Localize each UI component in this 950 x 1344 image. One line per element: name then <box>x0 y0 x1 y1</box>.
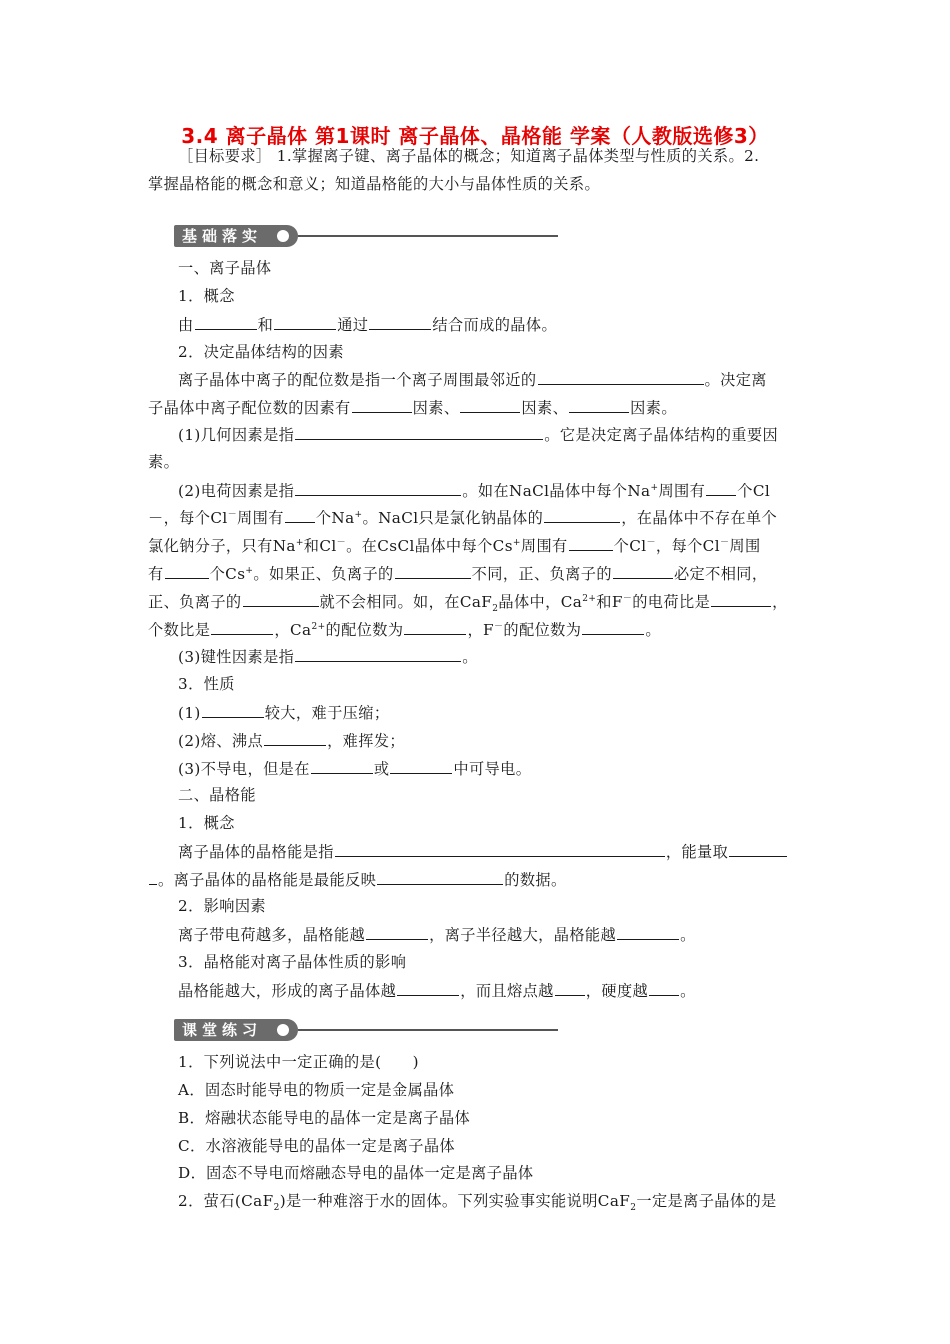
property-1: (1) 较大，难于压缩； <box>178 704 390 722</box>
answer-blank[interactable] <box>460 397 520 413</box>
coordination-line-1: 离子晶体中离子的配位数是指一个离子周围最邻近的 。决定离 <box>178 371 767 389</box>
section-label: 基础落实 <box>174 225 298 247</box>
answer-blank[interactable] <box>377 869 503 885</box>
answer-blank[interactable] <box>295 480 461 496</box>
charge-factor-line-1: (2)电荷因素是指 。如在NaCl晶体中每个Na+周围有 个Cl <box>178 482 771 500</box>
answer-blank[interactable] <box>335 841 665 857</box>
charge-factor-line-4: 有 个Cs+。如果正、负离子的 不同，正、负离子的 必定不相同， <box>148 565 768 583</box>
answer-blank[interactable] <box>538 369 704 385</box>
objectives-line-1: ［目标要求］ 1.掌握离子键、离子晶体的概念；知道离子晶体类型与性质的关系。2. <box>178 147 760 165</box>
section-label: 课堂练习 <box>174 1019 298 1041</box>
heading-lattice-energy: 二、晶格能 <box>178 786 256 804</box>
answer-blank[interactable] <box>285 507 315 523</box>
answer-blank[interactable] <box>569 397 629 413</box>
question-1-option-a[interactable]: A．固态时能导电的物质一定是金属晶体 <box>178 1081 455 1099</box>
geometric-factor-line-2: 素。 <box>148 453 180 471</box>
bond-factor-line: (3)键性因素是指 。 <box>178 648 478 666</box>
section-header-basics <box>174 225 558 247</box>
question-1: 1．下列说法中一定正确的是( ) <box>178 1053 419 1071</box>
lattice-concept-line-2: 。离子晶体的晶格能是最能反映 的数据。 <box>148 869 813 890</box>
answer-blank[interactable] <box>195 314 257 330</box>
bullet-dot-icon <box>277 230 289 242</box>
answer-blank[interactable] <box>706 480 736 496</box>
answer-blank[interactable] <box>544 507 620 523</box>
answer-blank[interactable] <box>613 563 673 579</box>
answer-blank[interactable] <box>395 563 471 579</box>
subheading-factors: 2．决定晶体结构的因素 <box>178 343 344 361</box>
charge-factor-line-2: －，每个Cl－周围有 个Na+。NaCl只是氯化钠晶体的 ，在晶体中不存在单个 <box>148 509 778 527</box>
effect-line: 晶格能越大，形成的离子晶体越 ，而且熔点越 ，硬度越 。 <box>178 982 696 1000</box>
subheading-lattice-concept: 1．概念 <box>178 814 235 832</box>
section-divider <box>298 1029 558 1031</box>
concept-line: 由 和 通过 结合而成的晶体。 <box>178 316 558 334</box>
answer-blank[interactable] <box>352 397 412 413</box>
property-3: (3)不导电，但是在 或 中可导电。 <box>178 760 532 778</box>
answer-blank[interactable] <box>165 563 209 579</box>
question-2: 2．萤石(CaF$_2$)是一种难溶于水的固体。下列实验事实能说明CaF$_2$一定是离子晶体的是 <box>178 1192 777 1214</box>
lattice-concept-line-1: 离子晶体的晶格能是指 ，能量取 <box>178 841 843 862</box>
answer-blank[interactable] <box>555 980 585 996</box>
answer-blank[interactable] <box>569 535 613 551</box>
answer-blank[interactable] <box>649 980 679 996</box>
answer-blank[interactable] <box>295 646 461 662</box>
answer-blank[interactable] <box>295 424 543 440</box>
question-1-option-d[interactable]: D．固态不导电而熔融态导电的晶体一定是离子晶体 <box>178 1164 534 1182</box>
geometric-factor-line: (1)几何因素是指 。它是决定离子晶体结构的重要因 <box>178 426 779 444</box>
answer-blank[interactable] <box>711 591 771 607</box>
answer-blank[interactable] <box>311 758 373 774</box>
section-header-practice <box>174 1019 558 1041</box>
answer-blank[interactable] <box>404 619 466 635</box>
section-divider <box>298 235 558 237</box>
answer-blank[interactable] <box>582 619 644 635</box>
answer-blank[interactable] <box>149 869 157 885</box>
answer-blank[interactable] <box>211 619 273 635</box>
question-1-option-c[interactable]: C．水溶液能导电的晶体一定是离子晶体 <box>178 1137 456 1155</box>
page-title: 3.4 离子晶体 第1课时 离子晶体、晶格能 学案（人教版选修3） <box>181 124 769 148</box>
charge-factor-line-6: 个数比是 ，$Ca^{2+}$的配位数为 ，F－的配位数为 。 <box>148 621 661 639</box>
charge-factor-line-5: 正、负离子的 就不会相同。如，在CaF$_2$晶体中，$Ca^{2+}$和F－的电荷比是 ， <box>148 593 788 615</box>
subheading-properties: 3．性质 <box>178 675 235 693</box>
coordination-line-2: 子晶体中离子配位数的因素有 因素、 因素、 因素。 <box>148 399 677 417</box>
answer-blank[interactable] <box>729 841 787 857</box>
subheading-effect: 3．晶格能对离子晶体性质的影响 <box>178 953 407 971</box>
property-2: (2)熔、沸点 ，难挥发； <box>178 732 406 750</box>
subheading-influence: 2．影响因素 <box>178 897 267 915</box>
answer-blank[interactable] <box>390 758 452 774</box>
answer-blank[interactable] <box>202 702 264 718</box>
subheading-concept: 1．概念 <box>178 287 235 305</box>
influence-line: 离子带电荷越多，晶格能越 ，离子半径越大，晶格能越 。 <box>178 926 696 944</box>
answer-blank[interactable] <box>617 924 679 940</box>
heading-ionic-crystal: 一、离子晶体 <box>178 259 272 277</box>
answer-blank[interactable] <box>243 591 319 607</box>
answer-blank[interactable] <box>274 314 336 330</box>
bullet-dot-icon <box>277 1024 289 1036</box>
answer-blank[interactable] <box>369 314 431 330</box>
answer-blank[interactable] <box>366 924 428 940</box>
charge-factor-line-3: 氯化钠分子，只有Na+和Cl－。在CsCl晶体中每个Cs+周围有 个Cl－，每个Cl－周围 <box>148 537 761 555</box>
question-1-option-b[interactable]: B．熔融状态能导电的晶体一定是离子晶体 <box>178 1109 471 1127</box>
answer-blank[interactable] <box>397 980 459 996</box>
answer-blank[interactable] <box>264 730 326 746</box>
objectives-line-2: 掌握晶格能的概念和意义；知道晶格能的大小与晶体性质的关系。 <box>148 175 601 193</box>
